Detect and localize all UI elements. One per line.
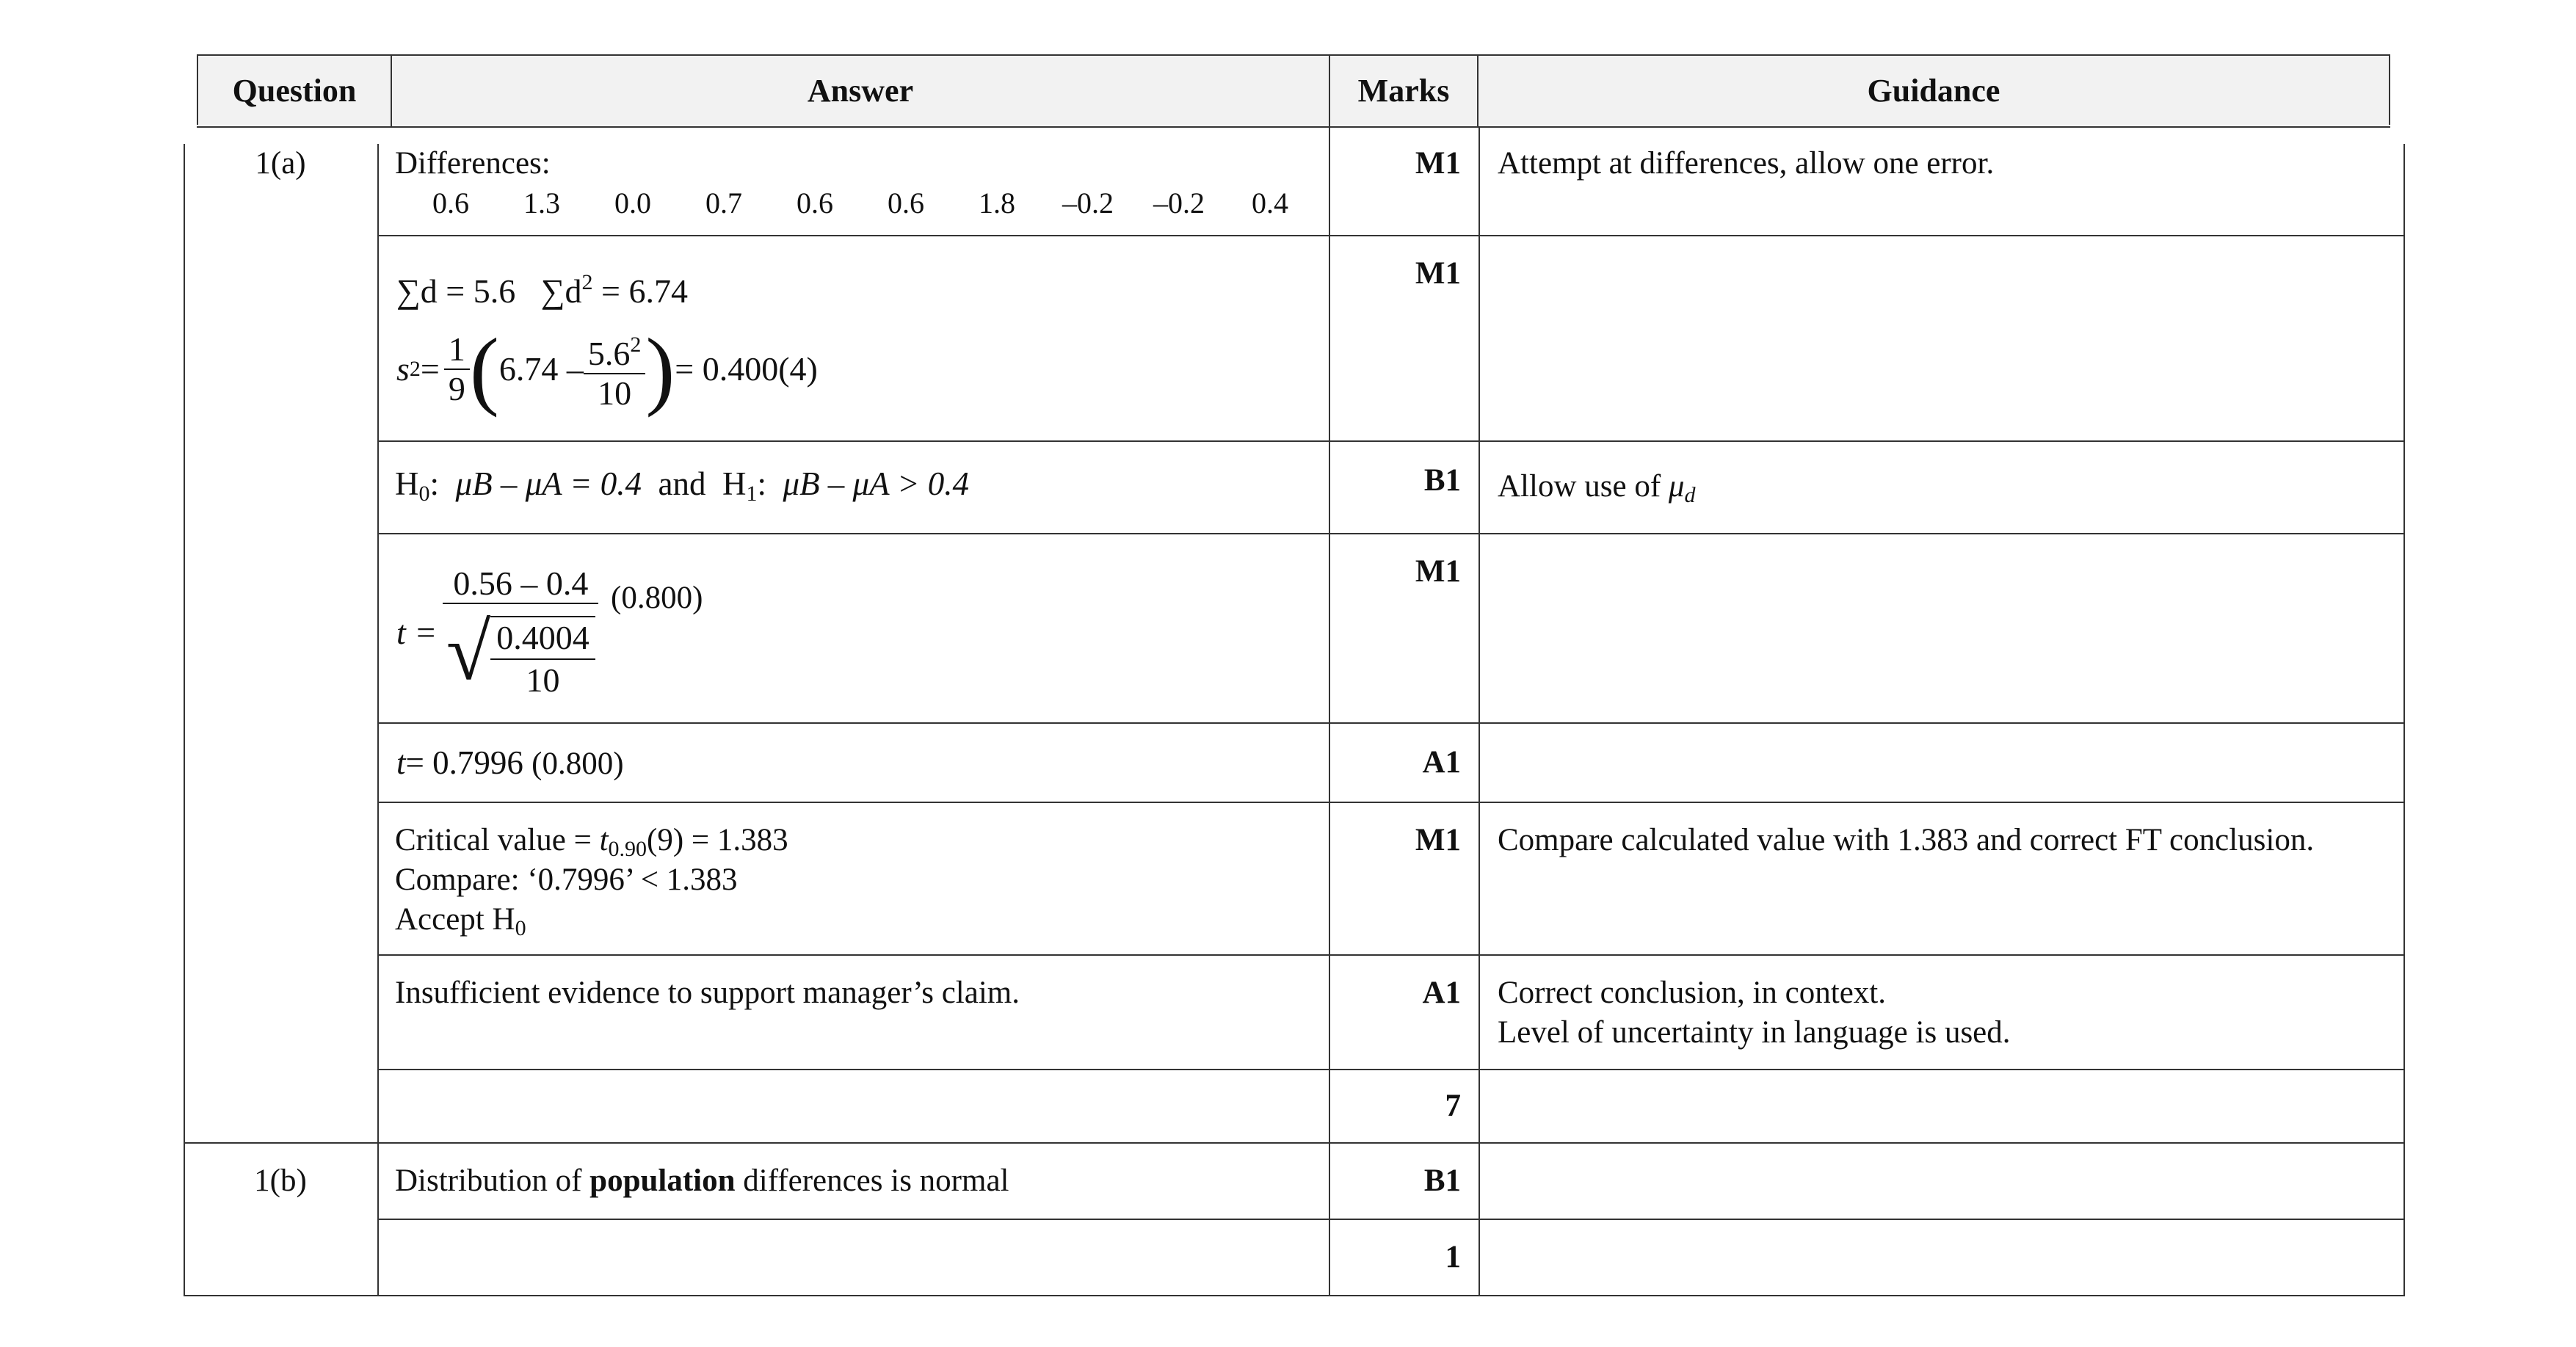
accept-line: Accept $H_0$	[395, 902, 526, 940]
h0-expression: μB – μA = 0.4	[455, 465, 642, 502]
part-b-answer: Distribution of population differences is normal	[395, 1163, 1009, 1198]
question-label-1b: 1(b)	[254, 1163, 307, 1198]
row-divider	[377, 722, 2405, 724]
row-divider	[184, 1142, 2405, 1144]
mark-conclusion: A1	[1422, 976, 1461, 1010]
difference-value: 0.4	[1252, 186, 1288, 219]
t-fraction: 0.56 – 0.4 √ 0.4004 10	[443, 564, 598, 701]
compare-line: Compare: ‘0.7996’ < 1.383	[395, 863, 738, 897]
critical-value-line: Critical value = $t_{0.90}(9) = 1.383$	[395, 823, 788, 861]
header-question: Question	[232, 73, 357, 109]
column-divider	[377, 144, 379, 1296]
total-part-b: 1	[1445, 1240, 1461, 1274]
header-bottom-line	[197, 126, 2390, 128]
difference-value: 0.7	[705, 186, 742, 219]
header-divider	[1477, 54, 1479, 126]
t-formula: t = 0.56 – 0.4 √ 0.4004 10	[396, 552, 598, 714]
header-answer: Answer	[807, 73, 914, 109]
sum-d: ∑d = 5.6	[396, 272, 516, 310]
fraction-one-ninth: $\frac{1}{9}$	[444, 330, 470, 408]
difference-value: –0.2	[1153, 186, 1205, 219]
difference-value: 1.8	[979, 186, 1015, 219]
hypotheses: $H_0$: μB – μA = 0.4 and $H_1$: μB – μA > 0.4	[395, 465, 969, 506]
conclusion-text: Insufficient evidence to support manager’s claim.	[395, 976, 1020, 1010]
mark-sums: M1	[1415, 256, 1461, 291]
header-marks: Marks	[1357, 73, 1450, 109]
difference-value: 0.6	[888, 186, 924, 219]
mark-differences: M1	[1415, 146, 1461, 181]
mark-hypotheses: B1	[1423, 463, 1461, 498]
t-value: t= 0.7996 (0.800)	[396, 744, 624, 781]
difference-value: –0.2	[1062, 186, 1114, 219]
emphasis-population: population	[589, 1163, 736, 1198]
t-formula-approx: (0.800)	[611, 581, 703, 615]
difference-value: 0.0	[614, 186, 651, 219]
fraction-inner: $\frac{5.6^2}{10}$	[584, 326, 646, 413]
h1-expression: μB – μA > 0.4	[783, 465, 969, 502]
difference-value: 0.6	[797, 186, 833, 219]
mark-part-b: B1	[1423, 1163, 1461, 1198]
mark-critical: M1	[1415, 823, 1461, 857]
row-divider	[377, 802, 2405, 803]
row-divider	[377, 533, 2405, 534]
mark-t-value: A1	[1422, 745, 1461, 780]
guidance-critical: Compare calculated value with 1.383 and correct FT conclusion.	[1498, 823, 2315, 857]
guidance-conclusion-1: Correct conclusion, in context.	[1498, 976, 1886, 1010]
table-border-bottom	[184, 1295, 2405, 1296]
row-divider	[377, 1219, 2405, 1220]
differences-values	[405, 184, 1316, 223]
row-divider	[377, 235, 2405, 236]
difference-value: 0.6	[432, 186, 469, 219]
sqrt-term: √ 0.4004 10	[446, 604, 595, 701]
difference-value: 1.3	[523, 186, 560, 219]
mark-t-formula: M1	[1415, 554, 1461, 589]
column-divider	[1479, 126, 1480, 1296]
table-border-left	[184, 144, 185, 1296]
sums-line: ∑d = 5.6 $\sum d^2 = 6.74$	[396, 270, 688, 310]
header-divider	[1329, 54, 1330, 126]
row-divider	[377, 440, 2405, 442]
paren-close: )	[645, 320, 675, 418]
sqrt-sign: √	[446, 607, 491, 697]
question-label-1a: 1(a)	[255, 146, 306, 181]
header-guidance: Guidance	[1867, 73, 2000, 109]
total-part-a: 7	[1445, 1089, 1461, 1123]
variance-formula: s 2 = $\frac{1}{9}$ ( 6.74 – $\frac{5.6^2}{10}$ ) = 0.400(4)	[396, 320, 818, 418]
guidance-differences: Attempt at differences, allow one error.	[1498, 146, 1995, 181]
differences-title: Differences:	[395, 146, 551, 181]
row-divider	[377, 1069, 2405, 1070]
header-divider	[391, 54, 392, 126]
table-border-right	[2403, 144, 2405, 1296]
guidance-conclusion-2: Level of uncertainty in language is used.	[1498, 1015, 2011, 1050]
paren-open: (	[469, 320, 499, 418]
row-divider	[377, 954, 2405, 956]
sum-d2: ∑d	[540, 272, 582, 310]
guidance-hypotheses: Allow use of $\mu_d$	[1498, 469, 1696, 507]
